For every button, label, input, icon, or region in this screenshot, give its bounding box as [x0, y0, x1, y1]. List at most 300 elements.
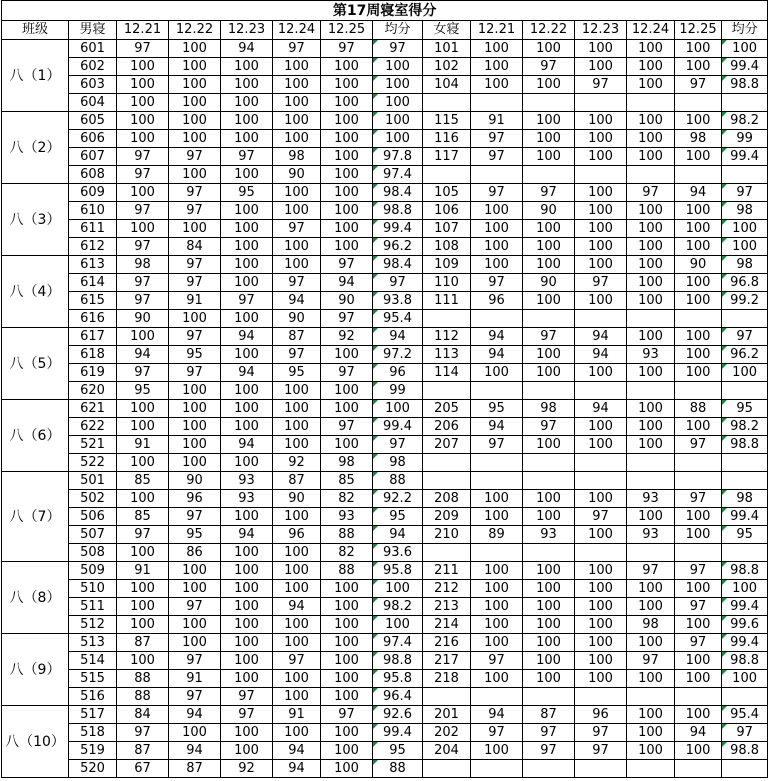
girls-score-d1222: 100 [523, 76, 575, 94]
boys-dorm-number: 601 [69, 40, 117, 58]
boys-dorm-number: 517 [69, 706, 117, 724]
boys-dorm-number: 502 [69, 490, 117, 508]
boys-score-d1222: 97 [169, 328, 221, 346]
boys-avg: 99.4 [373, 220, 423, 238]
boys-score-d1223: 100 [221, 382, 273, 400]
girls-score-d1222: 90 [523, 202, 575, 220]
boys-dorm-number: 516 [69, 688, 117, 706]
boys-score-d1225: 100 [321, 184, 373, 202]
boys-score-d1221: 97 [117, 202, 169, 220]
boys-score-d1224: 100 [273, 256, 321, 274]
boys-score-d1223: 92 [221, 760, 273, 778]
class-label: 八（8） [2, 562, 69, 634]
boys-score-d1222: 100 [169, 436, 221, 454]
girls-avg: 99.4 [722, 598, 768, 616]
girls-score-d1222: 93 [523, 526, 575, 544]
girls-score-d1224: 100 [627, 130, 675, 148]
boys-score-d1224: 97 [273, 652, 321, 670]
boys-score-d1222: 97 [169, 256, 221, 274]
header-boys-d1223: 12.23 [221, 21, 273, 40]
girls-avg: 99.4 [722, 634, 768, 652]
boys-avg: 93.6 [373, 544, 423, 562]
boys-score-d1225: 94 [321, 274, 373, 292]
boys-score-d1224: 87 [273, 328, 321, 346]
girls-score-d1223: 100 [575, 364, 627, 382]
boys-score-d1225: 97 [321, 310, 373, 328]
boys-avg: 100 [373, 130, 423, 148]
girls-score-d1222: 100 [523, 580, 575, 598]
boys-dorm-number: 617 [69, 328, 117, 346]
girls-avg: 99.4 [722, 148, 768, 166]
boys-score-d1223: 94 [221, 526, 273, 544]
boys-dorm-number: 619 [69, 364, 117, 382]
boys-score-d1225: 100 [321, 94, 373, 112]
boys-score-d1222: 100 [169, 562, 221, 580]
girls-score-d1221: 91 [471, 112, 523, 130]
boys-score-d1221: 100 [117, 616, 169, 634]
girls-score-d1221: 97 [471, 130, 523, 148]
boys-score-d1224: 94 [273, 598, 321, 616]
girls-score-d1224: 93 [627, 490, 675, 508]
table-row [2, 670, 768, 688]
boys-score-d1221: 91 [117, 436, 169, 454]
boys-score-d1224: 92 [273, 454, 321, 472]
girls-score-d1224: 100 [627, 256, 675, 274]
boys-score-d1224: 100 [273, 436, 321, 454]
girls-score-d1223: 97 [575, 274, 627, 292]
girls-score-d1221 [471, 544, 523, 562]
boys-score-d1222: 100 [169, 418, 221, 436]
boys-score-d1225: 100 [321, 652, 373, 670]
boys-score-d1221: 100 [117, 94, 169, 112]
girls-score-d1225: 100 [675, 40, 722, 58]
girls-score-d1224: 97 [627, 184, 675, 202]
girls-score-d1223: 94 [575, 400, 627, 418]
boys-dorm-number: 621 [69, 400, 117, 418]
girls-dorm-number [423, 760, 471, 778]
boys-score-d1225: 90 [321, 292, 373, 310]
boys-score-d1223: 94 [221, 364, 273, 382]
girls-score-d1225: 100 [675, 328, 722, 346]
boys-avg: 95.4 [373, 310, 423, 328]
boys-score-d1221: 100 [117, 598, 169, 616]
girls-score-d1224: 100 [627, 220, 675, 238]
boys-avg: 88 [373, 472, 423, 490]
table-row [2, 166, 768, 184]
boys-dorm-number: 510 [69, 580, 117, 598]
girls-score-d1224: 100 [627, 706, 675, 724]
girls-score-d1222: 100 [523, 238, 575, 256]
table-row [2, 634, 768, 652]
boys-score-d1223: 94 [221, 328, 273, 346]
girls-score-d1221: 100 [471, 598, 523, 616]
table-row [2, 346, 768, 364]
girls-score-d1221 [471, 454, 523, 472]
boys-score-d1224: 100 [273, 508, 321, 526]
boys-score-d1224: 94 [273, 760, 321, 778]
boys-dorm-number: 613 [69, 256, 117, 274]
boys-avg: 96.4 [373, 688, 423, 706]
table-title: 第17周寝室得分 [2, 1, 768, 21]
boys-score-d1223: 100 [221, 94, 273, 112]
boys-dorm-number: 609 [69, 184, 117, 202]
girls-score-d1225: 100 [675, 652, 722, 670]
boys-score-d1223: 100 [221, 130, 273, 148]
table-row [2, 562, 768, 580]
girls-score-d1223: 100 [575, 490, 627, 508]
boys-avg: 92.2 [373, 490, 423, 508]
table-row [2, 742, 768, 760]
girls-dorm-number: 210 [423, 526, 471, 544]
table-row [2, 238, 768, 256]
boys-score-d1221: 97 [117, 166, 169, 184]
girls-score-d1223 [575, 688, 627, 706]
girls-score-d1224: 100 [627, 148, 675, 166]
girls-avg: 98.8 [722, 742, 768, 760]
girls-score-d1223: 100 [575, 418, 627, 436]
boys-score-d1225: 100 [321, 58, 373, 76]
table-row [2, 544, 768, 562]
boys-score-d1223: 100 [221, 112, 273, 130]
girls-score-d1222: 100 [523, 616, 575, 634]
girls-score-d1223: 100 [575, 616, 627, 634]
boys-score-d1221: 87 [117, 634, 169, 652]
girls-avg: 100 [722, 40, 768, 58]
boys-score-d1223: 95 [221, 184, 273, 202]
girls-score-d1222: 100 [523, 436, 575, 454]
boys-score-d1222: 100 [169, 310, 221, 328]
boys-score-d1225: 100 [321, 220, 373, 238]
boys-score-d1221: 97 [117, 148, 169, 166]
girls-score-d1225 [675, 544, 722, 562]
boys-score-d1225: 97 [321, 256, 373, 274]
girls-avg [722, 760, 768, 778]
girls-score-d1222: 97 [523, 184, 575, 202]
girls-score-d1224: 100 [627, 238, 675, 256]
boys-score-d1221: 97 [117, 526, 169, 544]
girls-score-d1222: 100 [523, 256, 575, 274]
girls-score-d1225: 100 [675, 418, 722, 436]
boys-score-d1225: 100 [321, 166, 373, 184]
boys-avg: 97.8 [373, 148, 423, 166]
girls-avg [722, 544, 768, 562]
boys-avg: 100 [373, 94, 423, 112]
girls-avg: 98.8 [722, 652, 768, 670]
boys-score-d1223: 100 [221, 742, 273, 760]
boys-score-d1221: 85 [117, 472, 169, 490]
boys-avg: 98.8 [373, 652, 423, 670]
boys-score-d1221: 100 [117, 580, 169, 598]
girls-score-d1225: 94 [675, 724, 722, 742]
girls-score-d1224: 100 [627, 400, 675, 418]
girls-dorm-number [423, 94, 471, 112]
boys-avg: 92.6 [373, 706, 423, 724]
boys-score-d1222: 97 [169, 688, 221, 706]
girls-score-d1222 [523, 94, 575, 112]
girls-dorm-number: 212 [423, 580, 471, 598]
girls-score-d1224: 100 [627, 328, 675, 346]
boys-score-d1223: 100 [221, 562, 273, 580]
girls-score-d1221: 100 [471, 616, 523, 634]
boys-score-d1223: 100 [221, 670, 273, 688]
table-row [2, 598, 768, 616]
boys-score-d1225: 100 [321, 382, 373, 400]
boys-score-d1223: 100 [221, 166, 273, 184]
boys-score-d1222: 100 [169, 400, 221, 418]
boys-score-d1221: 87 [117, 742, 169, 760]
girls-score-d1223: 100 [575, 598, 627, 616]
boys-dorm-number: 616 [69, 310, 117, 328]
boys-score-d1222: 100 [169, 724, 221, 742]
girls-avg: 99 [722, 130, 768, 148]
girls-score-d1221 [471, 760, 523, 778]
girls-score-d1225: 100 [675, 580, 722, 598]
girls-avg [722, 472, 768, 490]
boys-dorm-number: 509 [69, 562, 117, 580]
boys-avg: 95.8 [373, 562, 423, 580]
girls-score-d1221: 100 [471, 634, 523, 652]
girls-dorm-number: 201 [423, 706, 471, 724]
boys-score-d1223: 97 [221, 688, 273, 706]
girls-score-d1224 [627, 382, 675, 400]
boys-dorm-number: 610 [69, 202, 117, 220]
boys-score-d1225: 98 [321, 454, 373, 472]
boys-score-d1225: 100 [321, 724, 373, 742]
boys-score-d1225: 82 [321, 544, 373, 562]
girls-avg: 100 [722, 670, 768, 688]
girls-score-d1221: 100 [471, 670, 523, 688]
girls-dorm-number: 218 [423, 670, 471, 688]
girls-score-d1225: 97 [675, 598, 722, 616]
boys-score-d1224: 100 [273, 58, 321, 76]
boys-score-d1224: 97 [273, 40, 321, 58]
boys-score-d1224: 91 [273, 706, 321, 724]
girls-score-d1222: 98 [523, 400, 575, 418]
table-row [2, 148, 768, 166]
girls-score-d1224: 100 [627, 670, 675, 688]
boys-score-d1221: 98 [117, 256, 169, 274]
girls-score-d1221 [471, 472, 523, 490]
girls-score-d1223: 100 [575, 148, 627, 166]
girls-score-d1223 [575, 382, 627, 400]
boys-score-d1221: 94 [117, 346, 169, 364]
boys-dorm-number: 602 [69, 58, 117, 76]
boys-score-d1222: 97 [169, 598, 221, 616]
boys-dorm-number: 622 [69, 418, 117, 436]
girls-dorm-number [423, 544, 471, 562]
boys-score-d1222: 97 [169, 148, 221, 166]
girls-score-d1223: 97 [575, 508, 627, 526]
girls-score-d1223: 97 [575, 742, 627, 760]
header-boys-d1225: 12.25 [321, 21, 373, 40]
girls-score-d1225: 97 [675, 490, 722, 508]
boys-score-d1225: 100 [321, 112, 373, 130]
girls-score-d1223: 100 [575, 652, 627, 670]
girls-score-d1223: 100 [575, 292, 627, 310]
girls-dorm-number: 106 [423, 202, 471, 220]
boys-dorm-number: 604 [69, 94, 117, 112]
girls-score-d1221: 100 [471, 76, 523, 94]
boys-score-d1224: 94 [273, 742, 321, 760]
header-boys-dorm: 男寝 [69, 21, 117, 40]
boys-score-d1221: 90 [117, 310, 169, 328]
table-row [2, 130, 768, 148]
girls-score-d1223: 94 [575, 328, 627, 346]
girls-score-d1221: 100 [471, 508, 523, 526]
girls-score-d1221 [471, 166, 523, 184]
girls-dorm-number: 116 [423, 130, 471, 148]
boys-score-d1222: 100 [169, 454, 221, 472]
girls-score-d1224 [627, 760, 675, 778]
girls-score-d1222: 100 [523, 652, 575, 670]
boys-score-d1224: 96 [273, 526, 321, 544]
girls-avg: 96.8 [722, 274, 768, 292]
table-row [2, 760, 768, 778]
boys-score-d1222: 90 [169, 472, 221, 490]
boys-score-d1225: 100 [321, 634, 373, 652]
header-girls-d1223: 12.23 [575, 21, 627, 40]
table-row [2, 274, 768, 292]
boys-dorm-number: 614 [69, 274, 117, 292]
boys-score-d1223: 97 [221, 148, 273, 166]
girls-score-d1222: 100 [523, 670, 575, 688]
table-row [2, 112, 768, 130]
girls-avg: 95 [722, 400, 768, 418]
boys-score-d1224: 100 [273, 418, 321, 436]
boys-dorm-number: 519 [69, 742, 117, 760]
boys-score-d1225: 100 [321, 130, 373, 148]
boys-score-d1222: 97 [169, 364, 221, 382]
boys-score-d1221: 97 [117, 238, 169, 256]
table-row [2, 724, 768, 742]
boys-score-d1222: 100 [169, 580, 221, 598]
boys-score-d1222: 100 [169, 58, 221, 76]
girls-dorm-number: 117 [423, 148, 471, 166]
girls-avg: 98.2 [722, 418, 768, 436]
boys-score-d1224: 100 [273, 580, 321, 598]
girls-avg: 99.4 [722, 508, 768, 526]
girls-dorm-number: 109 [423, 256, 471, 274]
boys-avg: 100 [373, 400, 423, 418]
boys-score-d1221: 91 [117, 562, 169, 580]
boys-dorm-number: 512 [69, 616, 117, 634]
boys-score-d1223: 100 [221, 346, 273, 364]
boys-avg: 93.8 [373, 292, 423, 310]
table-row [2, 706, 768, 724]
girls-score-d1225 [675, 472, 722, 490]
boys-score-d1225: 100 [321, 598, 373, 616]
boys-score-d1221: 100 [117, 400, 169, 418]
girls-score-d1224: 100 [627, 274, 675, 292]
girls-score-d1224: 100 [627, 76, 675, 94]
table-row [2, 382, 768, 400]
boys-dorm-number: 521 [69, 436, 117, 454]
boys-dorm-number: 620 [69, 382, 117, 400]
girls-score-d1222: 97 [523, 724, 575, 742]
girls-score-d1222: 97 [523, 58, 575, 76]
boys-score-d1225: 97 [321, 418, 373, 436]
boys-score-d1222: 94 [169, 742, 221, 760]
boys-score-d1221: 84 [117, 706, 169, 724]
boys-score-d1223: 100 [221, 544, 273, 562]
girls-score-d1224: 100 [627, 418, 675, 436]
girls-score-d1224: 98 [627, 616, 675, 634]
girls-dorm-number [423, 472, 471, 490]
girls-dorm-number: 205 [423, 400, 471, 418]
boys-score-d1224: 100 [273, 130, 321, 148]
boys-score-d1224: 100 [273, 382, 321, 400]
boys-dorm-number: 511 [69, 598, 117, 616]
girls-score-d1223 [575, 310, 627, 328]
boys-score-d1224: 100 [273, 112, 321, 130]
header-class: 班级 [2, 21, 69, 40]
boys-avg: 98.4 [373, 184, 423, 202]
girls-score-d1225: 97 [675, 436, 722, 454]
girls-score-d1223: 100 [575, 238, 627, 256]
girls-avg: 97 [722, 724, 768, 742]
girls-score-d1224: 97 [627, 652, 675, 670]
boys-dorm-number: 618 [69, 346, 117, 364]
boys-score-d1223: 100 [221, 418, 273, 436]
girls-score-d1225 [675, 760, 722, 778]
boys-score-d1224: 95 [273, 364, 321, 382]
boys-score-d1223: 100 [221, 652, 273, 670]
boys-score-d1222: 100 [169, 382, 221, 400]
boys-score-d1225: 100 [321, 670, 373, 688]
girls-dorm-number: 105 [423, 184, 471, 202]
boys-score-d1225: 100 [321, 400, 373, 418]
boys-score-d1221: 100 [117, 490, 169, 508]
boys-score-d1224: 94 [273, 292, 321, 310]
boys-avg: 99.4 [373, 724, 423, 742]
class-label: 八（7） [2, 472, 69, 562]
boys-avg: 95.8 [373, 670, 423, 688]
girls-avg: 98.2 [722, 112, 768, 130]
boys-avg: 94 [373, 526, 423, 544]
girls-dorm-number [423, 454, 471, 472]
boys-score-d1224: 97 [273, 220, 321, 238]
girls-score-d1225: 97 [675, 634, 722, 652]
class-label: 八（3） [2, 184, 69, 256]
boys-avg: 100 [373, 616, 423, 634]
boys-score-d1222: 100 [169, 634, 221, 652]
girls-avg: 99.4 [722, 58, 768, 76]
boys-score-d1225: 100 [321, 238, 373, 256]
dorm-score-table [1, 0, 768, 778]
boys-score-d1222: 100 [169, 40, 221, 58]
girls-score-d1225: 100 [675, 616, 722, 634]
table-row [2, 490, 768, 508]
boys-score-d1223: 100 [221, 634, 273, 652]
boys-score-d1222: 100 [169, 616, 221, 634]
girls-score-d1224: 100 [627, 598, 675, 616]
girls-avg: 98 [722, 256, 768, 274]
boys-avg: 88 [373, 760, 423, 778]
header-girls-dorm: 女寝 [423, 21, 471, 40]
boys-avg: 98.2 [373, 598, 423, 616]
girls-score-d1223: 100 [575, 436, 627, 454]
boys-score-d1224: 90 [273, 490, 321, 508]
girls-dorm-number: 202 [423, 724, 471, 742]
girls-score-d1221: 100 [471, 238, 523, 256]
girls-score-d1223: 100 [575, 184, 627, 202]
girls-score-d1225: 100 [675, 526, 722, 544]
boys-score-d1222: 100 [169, 112, 221, 130]
girls-avg [722, 454, 768, 472]
boys-score-d1224: 97 [273, 346, 321, 364]
table-row [2, 418, 768, 436]
girls-avg [722, 688, 768, 706]
